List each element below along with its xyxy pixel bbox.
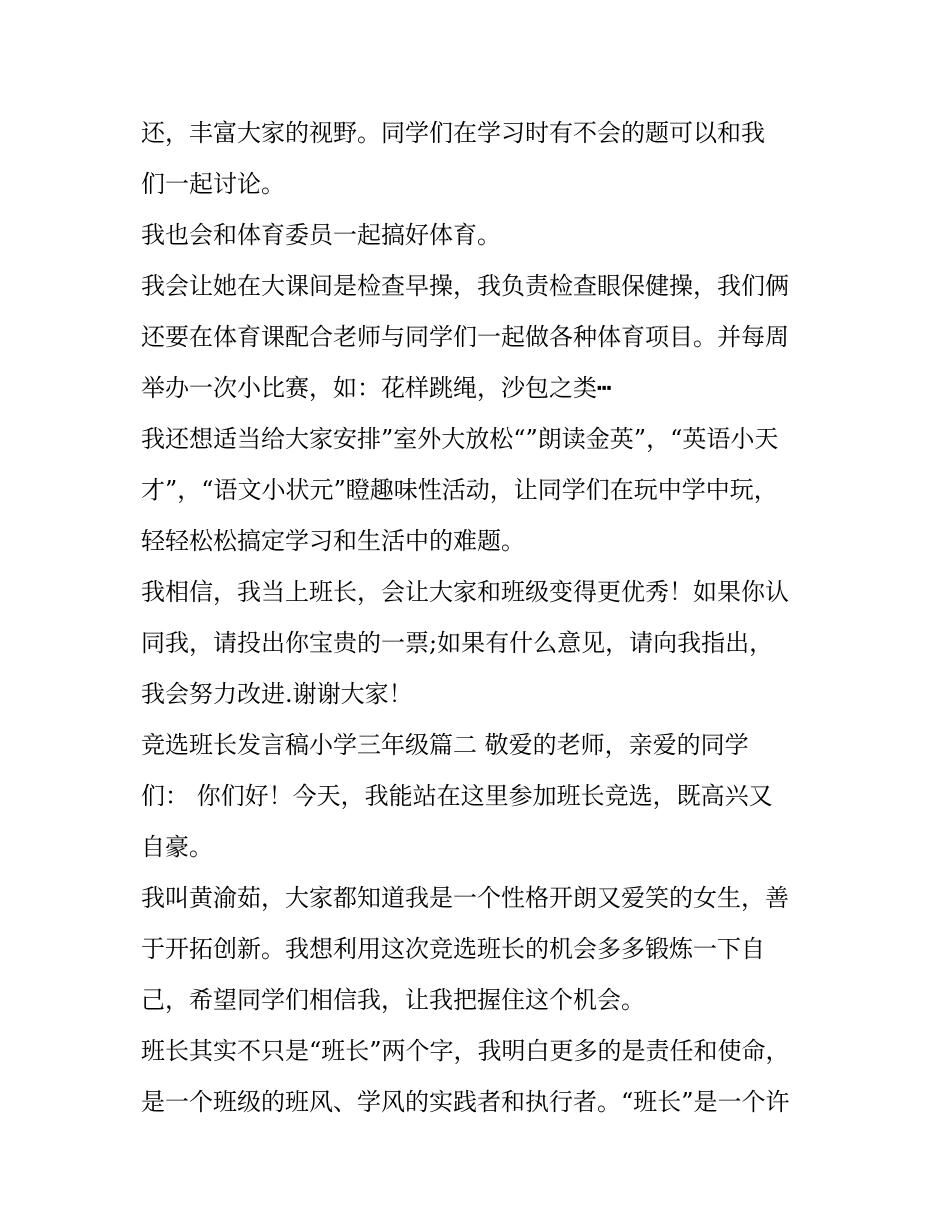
text-line: 才”，“语文小状元”瞪趣味性活动，让同学们在玩中学中玩， <box>141 476 778 504</box>
text-line: 竞选班长发言稿小学三年级篇二 敬爱的老师，亲爱的同学 <box>141 731 749 759</box>
text-line: 己，希望同学们相信我，让我把握住这个机会。 <box>141 986 645 1014</box>
text-line: 我会努力改进.谢谢大家！ <box>141 680 413 708</box>
text-line: 同我，请投出你宝贵的一票;如果有什么意见，请向我指出， <box>141 629 774 657</box>
text-line: 班长其实不只是“班长”两个字，我明白更多的是责任和使命， <box>141 1037 790 1065</box>
text-line: 我相信，我当上班长，会让大家和班级变得更优秀！如果你认 <box>141 578 789 606</box>
text-line: 轻轻松松搞定学习和生活中的难题。 <box>141 527 525 555</box>
text-line: 们： 你们好！今天，我能站在这里参加班长竞选，既高兴又 <box>141 782 773 810</box>
text-line: 还，丰富大家的视野。同学们在学习时有不会的题可以和我 <box>141 119 765 147</box>
text-line: 于开拓创新。我想利用这次竞选班长的机会多多锻炼一下自 <box>141 935 765 963</box>
document-body <box>141 108 841 1128</box>
text-line: 我叫黄渝茹，大家都知道我是一个性格开朗又爱笑的女生，善 <box>141 884 789 912</box>
text-line: 是一个班级的班风、学风的实践者和执行者。“班长”是一个许 <box>141 1088 790 1116</box>
text-line: 举办一次小比赛，如：花样跳绳，沙包之类┅ <box>141 374 612 402</box>
text-line: 们一起讨论。 <box>141 170 285 198</box>
text-line: 还要在体育课配合老师与同学们一起做各种体育项目。并每周 <box>141 323 789 351</box>
text-line: 自豪。 <box>141 833 213 861</box>
text-line: 我还想适当给大家安排”室外大放松“”朗读金英”，“英语小天 <box>141 425 779 453</box>
text-line: 我也会和体育委员一起搞好体育。 <box>141 221 501 249</box>
text-line: 我会让她在大课间是检查早操，我负责检查眼保健操，我们俩 <box>141 272 789 300</box>
